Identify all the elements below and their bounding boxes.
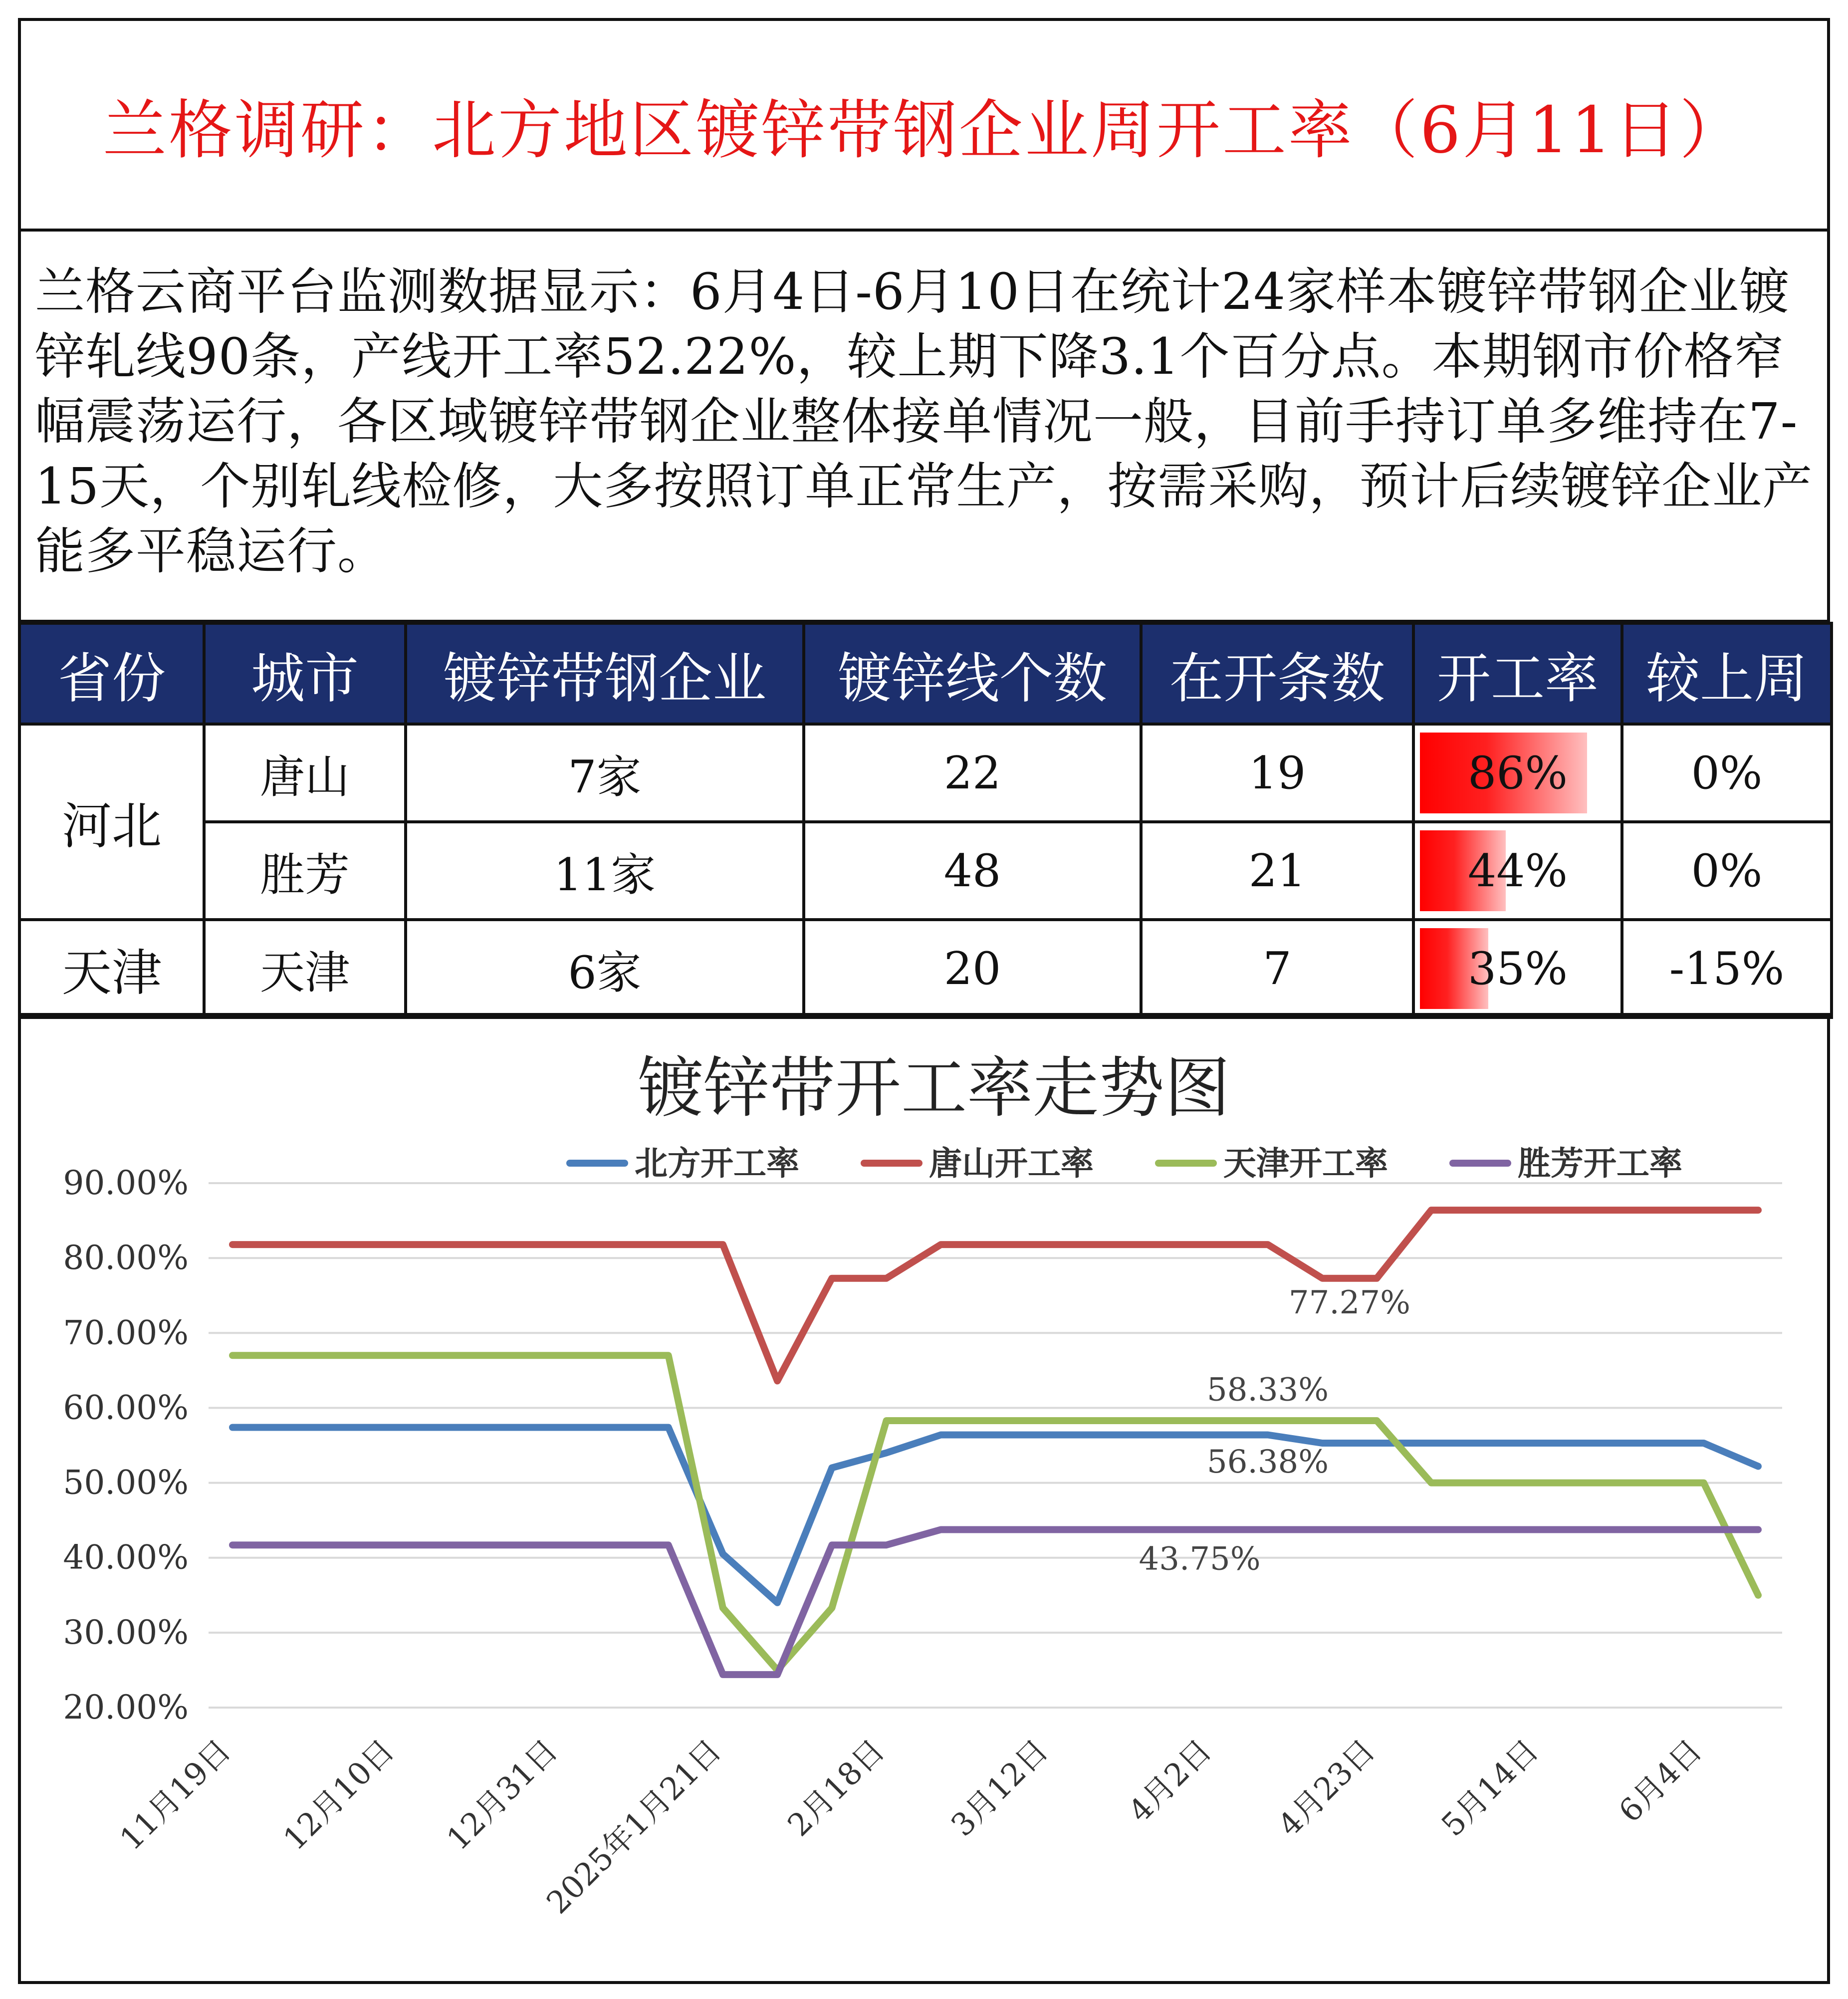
table-row [19,822,1832,920]
open-cell: 21 [1141,822,1413,920]
change-cell: -15% [1622,920,1832,1017]
companies-cell: 7家 [406,724,804,822]
rate-value: 35% [1467,942,1568,995]
header-change: 较上周 [1622,623,1832,724]
description-text: 兰格云商平台监测数据显示：6月4日-6月10日在统计24家样本镀锌带钢企业镀锌轧线90条，产线开工率52.22%，较上期下降3.1个百分点。本期钢市价格窄幅震荡运行，各区域镀锌带钢企业整体接单情况一般，目前手持订单多维持在7-15天，个别轧线检修，大多按照订单正常生产，按需采购，预计后续镀锌企业产能多平稳运行。 [35,262,1813,580]
x-tick-label: 6月4日 [1612,1732,1709,1830]
rate-value: 86% [1467,747,1568,799]
header-rate: 开工率 [1413,623,1622,724]
y-tick-label: 20.00% [63,1688,189,1727]
data-label: 77.27% [1288,1284,1410,1322]
rate-table [18,622,1833,1019]
data-label: 56.38% [1207,1443,1329,1481]
header-open: 在开条数 [1141,623,1413,724]
lines-cell: 22 [804,724,1141,822]
header-province: 省份 [19,623,204,724]
companies-cell: 6家 [406,920,804,1017]
rate-cell [1413,724,1622,822]
x-tick-label: 3月12日 [943,1732,1055,1843]
rate-value: 44% [1467,844,1568,897]
companies-cell: 11家 [406,822,804,920]
open-cell: 7 [1141,920,1413,1017]
y-tick-label: 40.00% [63,1538,189,1577]
province-cell: 河北 [19,724,204,920]
x-tick-label: 2月18日 [780,1732,892,1843]
y-tick-label: 70.00% [63,1313,189,1352]
y-tick-label: 50.00% [63,1463,189,1502]
x-tick-label: 5月14日 [1434,1732,1546,1843]
table-header-row [19,623,1832,724]
rate-cell [1413,920,1622,1017]
x-tick-label: 4月23日 [1271,1732,1383,1843]
lines-cell: 20 [804,920,1141,1017]
title-box [18,18,1830,232]
y-tick-label: 60.00% [63,1388,189,1427]
x-tick-label: 11月19日 [112,1732,238,1857]
province-cell: 天津 [19,920,204,1017]
legend-label: 胜芳开工率 [1518,1144,1682,1183]
description-box [18,229,1830,623]
header-companies: 镀锌带钢企业 [406,623,804,724]
header-lines: 镀锌线个数 [804,623,1141,724]
change-cell: 0% [1622,822,1832,920]
x-tick-label: 12月10日 [276,1732,402,1857]
x-tick-label: 4月2日 [1121,1732,1219,1830]
data-label: 43.75% [1139,1540,1261,1578]
change-cell: 0% [1622,724,1832,822]
series-line [232,1529,1758,1675]
legend-label: 天津开工率 [1223,1144,1388,1183]
x-tick-label: 2025年1月21日 [539,1732,728,1921]
rate-cell [1413,822,1622,920]
table-row [19,920,1832,1017]
line-chart [21,1016,1827,1981]
y-tick-label: 90.00% [63,1164,189,1202]
city-cell: 唐山 [204,724,406,822]
lines-cell: 48 [804,822,1141,920]
header-city: 城市 [204,623,406,724]
page-title: 兰格调研：北方地区镀锌带钢企业周开工率（6月11日） [102,93,1746,168]
chart-box [18,1013,1830,1984]
x-tick-label: 12月31日 [440,1732,565,1857]
y-tick-label: 80.00% [63,1239,189,1277]
data-label: 58.33% [1207,1371,1329,1409]
legend-label: 唐山开工率 [929,1144,1094,1183]
city-cell: 天津 [204,920,406,1017]
legend-label: 北方开工率 [635,1144,799,1183]
series-line [232,1355,1758,1670]
open-cell: 19 [1141,724,1413,822]
y-tick-label: 30.00% [63,1613,189,1652]
table-row [19,724,1832,822]
city-cell: 胜芳 [204,822,406,920]
series-line [232,1428,1758,1603]
chart-title: 镀锌带开工率走势图 [638,1050,1230,1127]
